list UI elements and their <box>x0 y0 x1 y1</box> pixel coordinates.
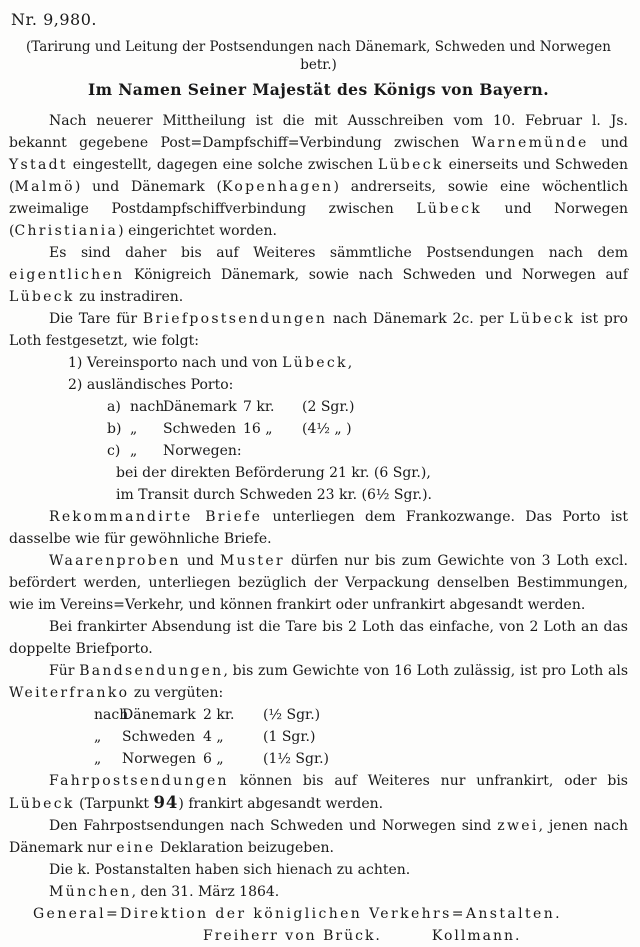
band-row-sweden <box>94 726 628 748</box>
list-item-2: 2) ausländisches Porto: <box>68 377 234 393</box>
emphasized-text: Briefpostsendungen <box>142 311 328 327</box>
text-segment: ) frankirt abgesandt werden. <box>178 796 384 812</box>
tariff-row-sweden <box>107 418 628 440</box>
text-segment: zu instradiren. <box>74 289 184 305</box>
row-groschen-amount: (4½ „ ) <box>302 421 352 437</box>
row-groschen-amount: (½ Sgr.) <box>263 707 321 723</box>
place-name-luebeck: Lübeck <box>282 355 348 371</box>
emphasized-text: Weiterfranko <box>9 685 130 701</box>
place-name-luebeck: Lübeck <box>9 289 75 305</box>
row-destination: Dänemark <box>122 707 196 723</box>
emphasized-text: Fahrpostsendungen <box>49 773 229 789</box>
row-ditto-mark: „ <box>130 421 138 437</box>
place-name-christiania: Christiania <box>14 223 119 239</box>
paragraph-registered-letters <box>9 506 628 550</box>
place-name-malmoe: Malmö <box>14 179 75 195</box>
signature-row <box>203 925 628 947</box>
text-segment: einerseits und Schweden ( <box>9 157 629 195</box>
text-segment: Den Fahrpostsendungen nach Schweden und Norwegen sind <box>49 818 498 834</box>
norway-direct-rate: bei der direkten Beförderung 21 kr. (6 Sgr.), <box>116 465 431 481</box>
row-kreuzer-amount: 2 kr. <box>203 707 235 723</box>
place-name-luebeck: Lübeck <box>416 201 483 217</box>
place-name-luebeck: Lübeck <box>9 796 75 812</box>
row-ditto-mark: „ <box>130 443 138 459</box>
place-name-ystadt: Ystadt <box>9 157 68 173</box>
tariff-point-number: 94 <box>153 793 179 812</box>
row-destination: Dänemark <box>163 399 237 415</box>
subject-line: (Tarirung und Leitung der Postsendungen nach Dänemark, Schweden und Norwegen betr.) <box>26 39 611 73</box>
text-segment: Für <box>49 663 80 679</box>
text-segment: , bis zum Gewichte von 16 Loth zulässig, ist pro Loth als <box>223 663 629 679</box>
text-segment: Deklaration beizugeben. <box>155 840 334 856</box>
emphasized-text: eigentlichen <box>9 267 125 283</box>
paragraph-routing <box>9 242 628 308</box>
paragraph-compliance: Die k. Postanstalten haben sich hienach zu achten. <box>49 862 411 878</box>
paragraph-parcel-post <box>9 770 628 815</box>
text-segment: zu vergüten: <box>129 685 224 701</box>
text-segment: , den 31. März 1864. <box>131 884 280 900</box>
text-segment: ) und Dänemark ( <box>74 179 223 195</box>
row-ditto-mark: „ <box>94 751 102 767</box>
text-segment: eingestellt, dagegen eine solche zwischen <box>67 157 378 173</box>
text-segment: Die Tare für <box>49 311 143 327</box>
emphasized-text: Rekommandirte Briefe <box>49 509 263 525</box>
text-segment: und <box>180 553 220 569</box>
tariff-row-denmark <box>107 396 628 418</box>
row-key: b) <box>107 421 122 437</box>
text-segment: und Norwegen ( <box>9 201 628 239</box>
row-destination: Schweden <box>163 421 236 437</box>
signature-freiherr-von-brueck: Freiherr von Brück. <box>203 928 382 944</box>
row-preposition: nach <box>130 399 165 415</box>
row-kreuzer-amount: 7 kr. <box>243 399 275 415</box>
place-name-warnemuende: Warnemünde <box>471 135 589 151</box>
royal-title: Im Namen Seiner Majestät des Königs von Bayern. <box>87 80 550 99</box>
emphasized-text: Muster <box>219 553 285 569</box>
text-segment: Nach neuerer Mittheilung ist die mit Ausschreiben vom 10. Februar l. Js. bekannt gegebene Post=Dampfschiff=Verbindung zwischen <box>9 113 628 151</box>
text-segment: unterliegen dem Frankozwange. Das Porto ist dasselbe wie für gewöhnliche Briefe. <box>9 509 628 547</box>
paragraph-declarations <box>9 815 628 859</box>
row-ditto-mark: „ <box>94 729 102 745</box>
norway-transit-rate: im Transit durch Schweden 23 kr. (6½ Sgr.). <box>116 487 433 503</box>
paragraph-tariff-intro <box>9 308 628 352</box>
place-name-luebeck: Lübeck <box>509 311 575 327</box>
place-name-muenchen: München <box>49 884 132 900</box>
emphasized-text: Bandsendungen <box>79 663 224 679</box>
text-segment: nach Dänemark 2c. per <box>327 311 510 327</box>
text-segment: dürfen nur bis zum Gewichte von 3 Loth excl. befördert werden, unterliegen bezüglich der Verpackung denselben Bestimmungen, wie im Vereins=Verkehr, und können frankirt oder unfrankirt abgesandt werden. <box>9 553 628 613</box>
text-segment: , <box>347 355 353 371</box>
signature-kollmann: Kollmann. <box>431 928 522 944</box>
band-row-norway <box>94 748 628 770</box>
paragraph-band-consignments <box>9 660 628 704</box>
row-key: a) <box>107 399 121 415</box>
text-segment: (Tarpunkt <box>74 796 154 812</box>
row-destination: Norwegen: <box>163 443 242 459</box>
emphasized-text: eine <box>116 840 156 856</box>
row-key: c) <box>107 443 121 459</box>
document-number: Nr. 9,980. <box>11 10 97 29</box>
band-row-denmark <box>94 704 628 726</box>
row-kreuzer-amount: 16 „ <box>243 421 273 437</box>
row-kreuzer-amount <box>243 440 302 462</box>
place-name-luebeck: Lübeck <box>377 157 444 173</box>
text-segment: Es sind daher bis auf Weiteres sämmtliche Postsendungen nach dem <box>49 245 628 261</box>
text-segment: ) andrerseits, sowie eine wöchentlich zweimalige Postdampfschiffverbindung zwischen <box>9 179 628 217</box>
list-item-1 <box>68 352 628 374</box>
row-preposition: nach <box>94 707 129 723</box>
text-segment: und <box>588 135 628 151</box>
row-groschen-amount: (1½ Sgr.) <box>263 751 330 767</box>
tariff-row-norway <box>107 440 628 462</box>
paragraph-samples <box>9 550 628 616</box>
issuing-authority: General=Direktion der königlichen Verkehrs=Anstalten. <box>32 906 563 922</box>
row-destination: Schweden <box>122 729 195 745</box>
emphasized-text: zwei <box>497 818 539 834</box>
paragraph-steamship-connection <box>9 110 628 242</box>
place-name-kopenhagen: Kopenhagen <box>222 179 334 195</box>
row-kreuzer-amount: 6 „ <box>203 751 224 767</box>
text-segment: , jenen nach Dänemark nur <box>9 818 629 856</box>
row-kreuzer-amount: 4 „ <box>203 729 224 745</box>
row-groschen-amount: (1 Sgr.) <box>263 729 316 745</box>
row-groschen-amount: (2 Sgr.) <box>302 399 355 415</box>
emphasized-text: Waarenproben <box>49 553 181 569</box>
text-segment: ist pro Loth festgesetzt, wie folgt: <box>9 311 628 349</box>
text-segment: 1) Vereinsporto nach und von <box>68 355 283 371</box>
paragraph-franked-dispatch: Bei frankirter Absendung ist die Tare bis 2 Loth das einfache, von 2 Loth an das doppelte Briefporto. <box>9 619 628 657</box>
text-segment: Königreich Dänemark, sowie nach Schweden und Norwegen auf <box>124 267 628 283</box>
dateline <box>9 881 628 903</box>
row-destination: Norwegen <box>122 751 196 767</box>
text-segment: ) eingerichtet worden. <box>118 223 277 239</box>
text-segment: können bis auf Weiteres nur unfrankirt, oder bis <box>228 773 628 789</box>
